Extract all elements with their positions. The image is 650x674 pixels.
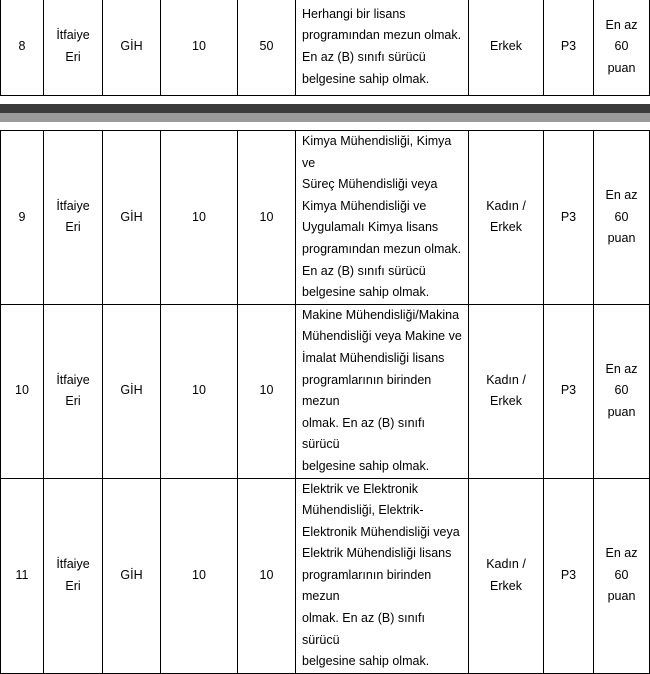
quota-count-text: 10 <box>259 383 274 398</box>
row-number-cell <box>1 478 44 673</box>
gender-line: Erkek <box>490 578 522 593</box>
table-row <box>1 478 650 673</box>
quota-count-cell <box>238 304 296 478</box>
row-number-text: 9 <box>18 209 26 224</box>
position-title-line: İtfaiye <box>56 372 90 387</box>
position-title-line: İtfaiye <box>56 28 90 43</box>
degree-text: 10 <box>192 383 206 398</box>
requirements-cell <box>296 131 469 305</box>
requirements-line: Makine Mühendisliği/Makina <box>302 307 460 322</box>
gender-cell <box>469 131 544 305</box>
row-number-text: 11 <box>15 567 29 582</box>
gender-cell <box>469 478 544 673</box>
quota-count-cell <box>238 478 296 673</box>
position-title-cell <box>44 478 103 673</box>
score-type-text: P3 <box>560 209 577 224</box>
requirements-line: En az (B) sınıfı sürücü <box>302 50 426 64</box>
position-title-line: İtfaiye <box>56 198 90 213</box>
requirements-line: belgesine sahip olmak. <box>302 285 430 300</box>
separator-light-band <box>0 113 650 122</box>
degree-cell <box>161 478 238 673</box>
min-score-line: puan <box>607 404 636 419</box>
requirements-line: olmak. En az (B) sınıfı sürücü <box>302 415 425 452</box>
requirements-line: Uygulamalı Kimya lisans <box>302 220 439 235</box>
requirements-cell <box>296 304 469 478</box>
score-type-cell <box>544 304 594 478</box>
gender-line: Kadın / <box>486 557 526 572</box>
class-cell <box>103 304 161 478</box>
degree-cell <box>161 131 238 305</box>
requirements-line: belgesine sahip olmak. <box>302 654 430 669</box>
degree-cell <box>161 0 238 96</box>
requirements-line: belgesine sahip olmak. <box>302 458 430 473</box>
class-text: GİH <box>120 39 143 54</box>
class-cell <box>103 478 161 673</box>
page-break-separator <box>0 97 650 128</box>
quota-count-cell <box>238 131 296 305</box>
min-score-line: 60 <box>614 383 629 398</box>
quota-count-text: 10 <box>259 567 274 582</box>
position-title-cell <box>44 131 103 305</box>
requirements-line: programından mezun olmak. <box>302 241 462 256</box>
requirements-line: programlarının birinden mezun <box>302 567 432 604</box>
gender-line: Erkek <box>490 39 522 54</box>
degree-text: 10 <box>192 209 206 224</box>
class-cell <box>103 131 161 305</box>
requirements-cell <box>296 0 469 96</box>
requirements-line: Mühendisliği veya Makine ve <box>302 329 462 344</box>
min-score-line: En az <box>605 361 638 376</box>
min-score-cell <box>594 0 650 96</box>
quota-count-text: 10 <box>259 209 274 224</box>
min-score-line: puan <box>607 60 636 75</box>
table-row <box>1 304 650 478</box>
requirements-cell <box>296 478 469 673</box>
class-text: GİH <box>120 567 143 582</box>
row-number-text: 10 <box>15 383 29 398</box>
min-score-cell <box>594 478 650 673</box>
requirements-line: Kimya Mühendisliği ve <box>302 198 427 213</box>
position-title-line: Eri <box>65 578 81 593</box>
score-type-cell <box>544 131 594 305</box>
class-text: GİH <box>120 209 143 224</box>
position-title-cell <box>44 304 103 478</box>
table-row <box>1 131 650 305</box>
min-score-line: En az <box>605 17 638 32</box>
gender-line: Kadın / <box>486 372 526 387</box>
score-type-cell <box>544 478 594 673</box>
requirements-line: programından mezun olmak. <box>302 28 462 43</box>
row-number-cell <box>1 131 44 305</box>
degree-text: 10 <box>192 567 206 582</box>
requirements-line: Elektrik Mühendisliği lisans <box>302 546 452 561</box>
degree-cell <box>161 304 238 478</box>
positions-table-top <box>0 0 650 96</box>
position-title-line: Eri <box>65 220 81 235</box>
min-score-line: puan <box>607 589 636 604</box>
gender-line: Kadın / <box>486 198 526 213</box>
gender-cell <box>469 0 544 96</box>
row-number-cell <box>1 0 44 96</box>
requirements-line: programlarının birinden mezun <box>302 372 432 409</box>
min-score-line: En az <box>605 187 638 202</box>
min-score-line: En az <box>605 546 638 561</box>
row-number-cell <box>1 304 44 478</box>
class-text: GİH <box>120 383 143 398</box>
quota-count-cell <box>238 0 296 96</box>
positions-table-bottom <box>0 130 650 674</box>
score-type-text: P3 <box>560 39 577 54</box>
gender-line: Erkek <box>490 220 522 235</box>
position-title-line: Eri <box>65 50 81 64</box>
gender-cell <box>469 304 544 478</box>
min-score-line: 60 <box>614 567 629 582</box>
min-score-line: puan <box>607 231 636 246</box>
quota-count-text: 50 <box>259 39 274 54</box>
gender-line: Erkek <box>490 394 522 409</box>
requirements-line: Süreç Mühendisliği veya <box>302 177 438 192</box>
score-type-text: P3 <box>560 383 577 398</box>
separator-dark-band <box>0 104 650 113</box>
requirements-line: belgesine sahip olmak. <box>302 71 430 86</box>
position-title-line: İtfaiye <box>56 557 90 572</box>
position-title-cell <box>44 0 103 96</box>
degree-text: 10 <box>192 39 206 54</box>
min-score-line: 60 <box>614 209 629 224</box>
class-cell <box>103 0 161 96</box>
row-number-text: 8 <box>18 39 26 54</box>
requirements-line: İmalat Mühendisliği lisans <box>302 350 445 365</box>
table-row <box>1 0 650 96</box>
requirements-line: olmak. En az (B) sınıfı sürücü <box>302 611 425 647</box>
requirements-line: Mühendisliği, Elektrik- <box>302 503 424 518</box>
position-title-line: Eri <box>65 394 81 409</box>
requirements-line: Herhangi bir lisans <box>302 6 406 21</box>
min-score-cell <box>594 304 650 478</box>
min-score-line: 60 <box>614 39 629 54</box>
requirements-line: En az (B) sınıfı sürücü <box>302 263 426 278</box>
requirements-line: Kimya Mühendisliği, Kimya ve <box>302 134 452 170</box>
requirements-line: Elektronik Mühendisliği veya <box>302 524 460 539</box>
requirements-line: Elektrik ve Elektronik <box>302 481 419 496</box>
score-type-cell <box>544 0 594 96</box>
min-score-cell <box>594 131 650 305</box>
score-type-text: P3 <box>560 567 577 582</box>
